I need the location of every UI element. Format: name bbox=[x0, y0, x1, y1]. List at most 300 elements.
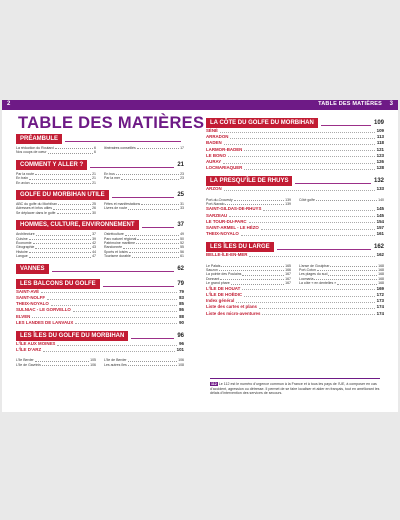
sub-entry-column bbox=[16, 232, 96, 258]
leader-dots bbox=[337, 281, 377, 284]
section-page: 62 bbox=[177, 265, 184, 272]
sub-entry-page: 166 bbox=[285, 268, 291, 273]
sub-entry-page: 43 bbox=[92, 245, 96, 250]
sub-entry-page: 139 bbox=[285, 202, 291, 207]
leader-dots bbox=[51, 301, 177, 306]
sub-entry-label: L’île Berder bbox=[16, 358, 34, 363]
toc-section bbox=[16, 134, 184, 155]
entry-label: Liste des cartes et plans bbox=[206, 304, 258, 310]
sub-entry-label: Géographie bbox=[16, 245, 35, 250]
sub-entry-label: Ostréiculture bbox=[104, 232, 124, 237]
entry-label: SULNIAC - LE GORVELLO bbox=[16, 307, 71, 313]
sub-entry-label: En bus bbox=[104, 171, 115, 176]
sub-entry-label: Se déplacer dans le golfe bbox=[16, 210, 56, 215]
leader-dots bbox=[116, 172, 179, 175]
entry-label: L’ÎLE DE HOUAT bbox=[206, 285, 241, 291]
heading-rule bbox=[90, 167, 174, 168]
sub-entry-label: Port-Coton bbox=[299, 268, 316, 273]
sub-entry-page: 17 bbox=[180, 146, 184, 150]
sub-entry-page: 42 bbox=[92, 241, 96, 246]
leader-dots bbox=[55, 146, 93, 149]
entry-page: 86 bbox=[179, 307, 184, 313]
sub-entry-page: 167 bbox=[285, 281, 291, 286]
leader-dots bbox=[261, 225, 375, 230]
emergency-note bbox=[210, 378, 380, 396]
leader-dots bbox=[231, 281, 284, 284]
sub-entry-label: Architecture bbox=[16, 232, 35, 237]
entry-label: SAINT-GILDAS-DE-RHUYS bbox=[206, 206, 262, 212]
leader-dots bbox=[328, 272, 377, 275]
entry-page: 88 bbox=[179, 313, 184, 319]
entry-page: 79 bbox=[179, 288, 184, 294]
section-heading[interactable] bbox=[16, 220, 184, 230]
entry-page: 123 bbox=[376, 152, 384, 158]
entry-page: 145 bbox=[376, 206, 384, 212]
sub-entry-label: Par la route bbox=[16, 171, 35, 176]
sub-entry-page: 21 bbox=[92, 176, 96, 181]
running-header: TABLE DES MATIÈRES bbox=[318, 101, 382, 107]
toc-entry[interactable] bbox=[206, 231, 384, 237]
sub-entry-label: Livres de route bbox=[104, 206, 128, 211]
sub-entry[interactable] bbox=[16, 181, 96, 185]
entry-page: 169 bbox=[376, 285, 384, 291]
section-heading[interactable] bbox=[16, 279, 184, 289]
sub-entry-page: 25 bbox=[92, 202, 96, 207]
sub-entry-page: 31 bbox=[180, 202, 184, 207]
sub-entry-page: 39 bbox=[92, 236, 96, 241]
entry-page: 154 bbox=[376, 218, 384, 224]
leader-dots bbox=[242, 286, 374, 291]
sub-entry-label: ABC du golfe du Morbihan bbox=[16, 202, 58, 207]
leader-dots bbox=[132, 254, 179, 257]
toc-entry[interactable] bbox=[16, 320, 184, 326]
toc-section bbox=[206, 198, 384, 238]
sub-entry-label: Patrimoine maritime bbox=[104, 241, 136, 246]
leader-dots bbox=[29, 250, 91, 253]
entry-page: 121 bbox=[376, 146, 384, 152]
sub-entry-page: 106 bbox=[178, 358, 184, 363]
sub-entry-label: L’île de Berder bbox=[104, 358, 127, 363]
leader-dots bbox=[224, 186, 375, 191]
sub-entry-page: 33 bbox=[180, 206, 184, 211]
sub-entry-page: 56 bbox=[180, 249, 184, 254]
sub-entry-page: 37 bbox=[92, 232, 96, 237]
leader-dots bbox=[48, 150, 94, 153]
sub-entry-page: 61 bbox=[180, 254, 184, 259]
sub-entry-label: Adresses et infos utiles bbox=[16, 206, 52, 211]
section-heading[interactable] bbox=[206, 176, 384, 186]
leader-dots bbox=[128, 206, 179, 209]
sub-entry-column bbox=[299, 264, 384, 286]
sub-entry-label: Cuisine bbox=[16, 236, 28, 241]
entry-label: SAINT-NOLFF bbox=[16, 294, 46, 300]
leader-dots bbox=[35, 245, 91, 248]
sub-entry-label: Économie bbox=[16, 241, 32, 246]
toc-entry[interactable] bbox=[206, 165, 384, 171]
sub-entry-page: 52 bbox=[180, 241, 184, 246]
section-page: 132 bbox=[373, 178, 384, 185]
entry-label: SAINT-AVÉ bbox=[16, 288, 40, 294]
section-title: LES ÎLES DU GOLFE DU MORBIHAN bbox=[16, 331, 128, 341]
sub-entry-page: 44 bbox=[92, 249, 96, 254]
sub-entry-label: Par la mer bbox=[104, 176, 121, 181]
sub-entry-label: Randonnée bbox=[104, 245, 123, 250]
sub-entry-column bbox=[104, 232, 184, 258]
leader-dots bbox=[262, 311, 374, 316]
sub-entry-page: 49 bbox=[180, 232, 184, 237]
entry-label: Index général bbox=[206, 298, 235, 304]
toc-section bbox=[206, 176, 384, 192]
sub-entry-column bbox=[104, 172, 184, 185]
sub-entry-label: Sports et loisirs bbox=[104, 249, 128, 254]
leader-dots bbox=[228, 153, 375, 158]
leader-dots bbox=[259, 304, 375, 309]
leader-dots bbox=[73, 307, 177, 312]
entry-label: ARZON bbox=[206, 186, 222, 192]
toc-section bbox=[206, 264, 384, 317]
toc-entry[interactable] bbox=[206, 311, 384, 317]
left-page-column bbox=[16, 134, 184, 372]
leader-dots bbox=[225, 202, 284, 205]
section-page: 79 bbox=[177, 280, 184, 287]
entry-label: LE TOUR-DU-PARC bbox=[206, 218, 247, 224]
entry-label: SARZEAU bbox=[206, 212, 228, 218]
leader-dots bbox=[223, 159, 374, 164]
toc-section bbox=[16, 160, 184, 185]
emergency-number-badge: 112 bbox=[211, 382, 217, 386]
entry-page: 133 bbox=[376, 186, 384, 192]
page-header-bar bbox=[2, 100, 398, 110]
entry-label: THEIX-NOYALO bbox=[206, 231, 239, 237]
sub-entries bbox=[16, 202, 184, 215]
leader-dots bbox=[29, 176, 91, 179]
section-title: COMMENT Y ALLER ? bbox=[16, 160, 87, 170]
right-sections bbox=[206, 118, 384, 317]
sub-entry-label: La pointe des Poulains bbox=[206, 272, 242, 277]
leader-dots bbox=[128, 358, 178, 361]
entry-page: 118 bbox=[376, 140, 384, 146]
entry-label: THEIX-NOYALO bbox=[16, 301, 49, 307]
sub-entry-page: 168 bbox=[378, 281, 384, 286]
section-page: 109 bbox=[373, 120, 384, 126]
sub-entry-label: Fêtes et manifestations bbox=[104, 202, 141, 207]
leader-dots bbox=[234, 198, 285, 201]
leader-dots bbox=[35, 172, 91, 175]
entry-page: 90 bbox=[179, 319, 184, 325]
entry-label: L’ÎLE AUX MOINES bbox=[16, 340, 56, 346]
entry-page: 83 bbox=[179, 294, 184, 300]
left-page-number: 2 bbox=[7, 101, 11, 107]
toc-entry[interactable] bbox=[16, 347, 184, 353]
sub-entry-label: Côté golfe bbox=[299, 197, 315, 202]
section-page: 21 bbox=[177, 161, 184, 168]
leader-dots bbox=[236, 298, 374, 303]
leader-dots bbox=[244, 147, 374, 152]
heading-rule bbox=[52, 271, 175, 272]
sub-entry-page: 168 bbox=[378, 272, 384, 277]
entry-label: L’ÎLE DE HOËDIC bbox=[206, 291, 243, 297]
entry-page: 145 bbox=[376, 212, 384, 218]
leader-dots bbox=[224, 140, 375, 145]
heading-rule bbox=[277, 249, 371, 250]
sub-entry-page: 26 bbox=[92, 206, 96, 211]
sub-entry-label: Tourisme durable bbox=[104, 254, 131, 259]
leader-dots bbox=[244, 292, 375, 297]
entry-page: 172 bbox=[376, 291, 384, 297]
sub-entry-page: 30 bbox=[92, 210, 96, 215]
section-page: 37 bbox=[177, 222, 184, 229]
sub-entries bbox=[16, 172, 184, 185]
leader-dots bbox=[41, 289, 177, 294]
leader-dots bbox=[57, 341, 177, 346]
leader-dots bbox=[32, 314, 177, 319]
sub-entry-page: 168 bbox=[378, 268, 384, 273]
leader-dots bbox=[137, 237, 179, 240]
sub-entry[interactable] bbox=[16, 150, 96, 154]
section-title: VANNES bbox=[16, 264, 49, 274]
sub-entry-label: Port-du-Crouesty bbox=[206, 197, 233, 202]
sub-entry-column bbox=[16, 172, 96, 185]
page-title: TABLE DES MATIÈRES bbox=[18, 114, 205, 132]
entry-label: AURAY bbox=[206, 159, 222, 165]
sub-entry-page: 167 bbox=[285, 276, 291, 281]
sub-entry-page: 168 bbox=[378, 263, 384, 268]
sub-entry-label: Le grand phare bbox=[206, 281, 230, 286]
section-title: HOMMES, CULTURE, ENVIRONNEMENT bbox=[16, 220, 139, 230]
section-title: LA PRESQU’ÎLE DE RHUYS bbox=[206, 176, 292, 186]
leader-dots bbox=[317, 268, 377, 271]
entry-label: L’ÎLE D’ARZ bbox=[16, 347, 42, 353]
book-spread bbox=[2, 100, 398, 412]
sub-entry[interactable] bbox=[16, 211, 96, 215]
sub-entry-page: 167 bbox=[285, 272, 291, 277]
sub-entry-page: 23 bbox=[180, 176, 184, 181]
leader-dots bbox=[249, 252, 374, 257]
sub-entry-page: 140 bbox=[378, 197, 384, 202]
sub-entry-page: 50 bbox=[180, 236, 184, 241]
leader-dots bbox=[242, 272, 284, 275]
entry-label: ARRADON bbox=[206, 134, 229, 140]
sub-entry-page: 21 bbox=[92, 171, 96, 176]
sub-entry-page: 6 bbox=[94, 146, 96, 150]
entry-label: SÉNÉ bbox=[206, 128, 218, 133]
entry-label: LARMOR-BADEN bbox=[206, 146, 243, 152]
toc-section bbox=[16, 220, 184, 258]
sub-entry-label: Les autres îles bbox=[104, 362, 127, 367]
entry-label: ELVEN bbox=[16, 313, 31, 319]
section-title: LES ÎLES DU LARGE bbox=[206, 242, 274, 252]
heading-rule bbox=[142, 227, 175, 228]
leader-dots bbox=[33, 241, 92, 244]
sub-entry-column bbox=[206, 264, 291, 286]
section-heading[interactable] bbox=[16, 160, 184, 170]
toc-section bbox=[206, 118, 384, 171]
leader-dots bbox=[229, 213, 374, 218]
leader-dots bbox=[314, 277, 377, 280]
section-heading[interactable] bbox=[206, 118, 384, 128]
sub-entries bbox=[206, 198, 384, 207]
sub-entry-label: Histoire bbox=[16, 249, 28, 254]
sub-entry-page: 108 bbox=[178, 362, 184, 367]
entry-label: Liste des micro-aventures bbox=[206, 310, 261, 316]
leader-dots bbox=[263, 206, 374, 211]
sub-entry-column bbox=[104, 358, 184, 367]
leader-dots bbox=[35, 358, 89, 361]
entry-page: 101 bbox=[176, 347, 184, 353]
sub-entry-page: 47 bbox=[92, 254, 96, 259]
sub-entry-column bbox=[16, 146, 96, 155]
sub-entry-column bbox=[206, 198, 291, 207]
entry-label: BELLE-ÎLE-EN-MER bbox=[206, 252, 248, 258]
section-title: PRÉAMBULE bbox=[16, 134, 62, 144]
sub-entry-label: L’anse de Goulphar bbox=[299, 263, 330, 268]
sub-entry-page: 21 bbox=[92, 180, 96, 185]
sub-entry[interactable] bbox=[299, 198, 384, 202]
sub-entry-label: En avion bbox=[16, 180, 30, 185]
sub-entry-label: Sauzon bbox=[206, 268, 218, 273]
entry-page: 85 bbox=[179, 301, 184, 307]
leader-dots bbox=[128, 363, 177, 366]
toc-section bbox=[16, 358, 184, 367]
leader-dots bbox=[29, 237, 91, 240]
emergency-note-text: Le 112 est le numéro d’urgence commun à la France et à tous les pays de l’UE, à composer en cas d’accident, agression ou détresse. Il permet de se faire localiser et aider en français, tout en améliorant les délais d’intervention des services de secours. bbox=[210, 382, 380, 396]
sub-entry-page: 165 bbox=[285, 263, 291, 268]
heading-rule bbox=[112, 197, 175, 198]
heading-rule bbox=[103, 286, 175, 287]
section-heading[interactable] bbox=[206, 242, 384, 252]
leader-dots bbox=[230, 134, 374, 139]
sub-entry-label: Les plages du sud bbox=[299, 272, 328, 277]
entry-page: 173 bbox=[376, 298, 384, 304]
section-page: 162 bbox=[373, 244, 384, 251]
sub-entry-column bbox=[16, 358, 96, 367]
heading-rule bbox=[321, 125, 371, 126]
section-title: LES BALCONS DU GOLFE bbox=[16, 279, 100, 289]
sub-entry-label: Nos coups de cœur bbox=[16, 150, 47, 155]
leader-dots bbox=[43, 347, 175, 352]
entry-label: SAINT-ARMEL - LE HÉZO bbox=[206, 225, 259, 231]
leader-dots bbox=[241, 231, 375, 236]
entry-page: 157 bbox=[376, 225, 384, 231]
sub-entry-column bbox=[16, 202, 96, 215]
entry-label: LES LANDES DE LANVAUX bbox=[16, 319, 74, 325]
leader-dots bbox=[220, 277, 284, 280]
section-title: LA CÔTE DU GOLFE DU MORBIHAN bbox=[206, 118, 318, 128]
leader-dots bbox=[137, 146, 179, 149]
sub-entry[interactable] bbox=[104, 176, 184, 180]
leader-dots bbox=[244, 165, 374, 170]
entry-page: 162 bbox=[376, 252, 384, 258]
leader-dots bbox=[316, 198, 377, 201]
sub-entry-page: 6 bbox=[94, 150, 96, 155]
sub-entry-label: Itinéraires conseillés bbox=[104, 146, 136, 150]
section-heading[interactable] bbox=[16, 134, 184, 144]
entry-page: 113 bbox=[376, 134, 384, 140]
leader-dots bbox=[220, 128, 375, 133]
section-heading[interactable] bbox=[16, 190, 184, 200]
sub-entry[interactable] bbox=[16, 363, 96, 367]
leader-dots bbox=[29, 254, 91, 257]
section-title: GOLFE DU MORBIHAN UTILE bbox=[16, 190, 109, 200]
section-heading[interactable] bbox=[16, 331, 184, 341]
sub-entry-column bbox=[299, 198, 384, 207]
leader-dots bbox=[123, 245, 179, 248]
sub-entry-column bbox=[104, 202, 184, 215]
heading-rule bbox=[65, 141, 181, 142]
section-page: 25 bbox=[177, 192, 184, 199]
sub-entry-page: 55 bbox=[180, 245, 184, 250]
toc-section bbox=[16, 279, 184, 326]
toc-entry[interactable] bbox=[206, 252, 384, 258]
sub-entry-page: 168 bbox=[378, 276, 384, 281]
sub-entry[interactable] bbox=[104, 146, 184, 150]
leader-dots bbox=[221, 264, 284, 267]
sub-entry-label: L’île de Gavrinis bbox=[16, 362, 41, 367]
toc-section bbox=[16, 331, 184, 353]
entry-page: 161 bbox=[376, 231, 384, 237]
heading-rule bbox=[131, 338, 174, 339]
leader-dots bbox=[125, 232, 179, 235]
toc-section bbox=[16, 190, 184, 215]
sub-entry-label: La côte « en dentelles » bbox=[299, 281, 337, 286]
sub-entry-page: 23 bbox=[180, 171, 184, 176]
sub-entry-label: Langue bbox=[16, 254, 28, 259]
right-page-column bbox=[206, 118, 384, 396]
sub-entries bbox=[206, 264, 384, 286]
entry-page: 96 bbox=[179, 340, 184, 346]
sub-entry[interactable] bbox=[104, 206, 184, 210]
sub-entry[interactable] bbox=[16, 254, 96, 258]
entry-label: LE BONO bbox=[206, 152, 227, 158]
leader-dots bbox=[31, 181, 91, 184]
entry-label: LOCMARIAQUER bbox=[206, 165, 243, 171]
sub-entries bbox=[16, 232, 184, 258]
leader-dots bbox=[330, 264, 377, 267]
leader-dots bbox=[42, 363, 89, 366]
entry-page: 109 bbox=[376, 128, 384, 133]
leader-dots bbox=[249, 219, 375, 224]
sub-entry[interactable] bbox=[104, 363, 184, 367]
leader-dots bbox=[136, 241, 179, 244]
leader-dots bbox=[58, 202, 91, 205]
sub-entry-label: Le Palais bbox=[206, 263, 221, 268]
sub-entry-page: 106 bbox=[90, 362, 96, 367]
leader-dots bbox=[36, 232, 91, 235]
toc-section bbox=[16, 264, 184, 274]
leader-dots bbox=[75, 320, 177, 325]
sub-entry-label: La réduction du Routard bbox=[16, 146, 54, 150]
sub-entry-page: 105 bbox=[90, 358, 96, 363]
sub-entry-label: Locmaria bbox=[299, 276, 314, 281]
entry-page: 126 bbox=[376, 159, 384, 165]
toc-entry[interactable] bbox=[206, 186, 384, 192]
sub-entry[interactable] bbox=[104, 254, 184, 258]
entry-page: 128 bbox=[376, 165, 384, 171]
sub-entry-column bbox=[104, 146, 184, 155]
leader-dots bbox=[129, 250, 179, 253]
sub-entries bbox=[16, 146, 184, 155]
sub-entry-label: Port-Navalo bbox=[206, 202, 225, 207]
leader-dots bbox=[53, 206, 91, 209]
leader-dots bbox=[219, 268, 284, 271]
entry-page: 174 bbox=[376, 304, 384, 310]
sub-entry-label: En train bbox=[16, 176, 29, 181]
toc-section bbox=[206, 242, 384, 258]
section-heading[interactable] bbox=[16, 264, 184, 274]
leader-dots bbox=[141, 202, 179, 205]
section-page: 96 bbox=[177, 332, 184, 339]
sub-entry-label: Donnant bbox=[206, 276, 220, 281]
